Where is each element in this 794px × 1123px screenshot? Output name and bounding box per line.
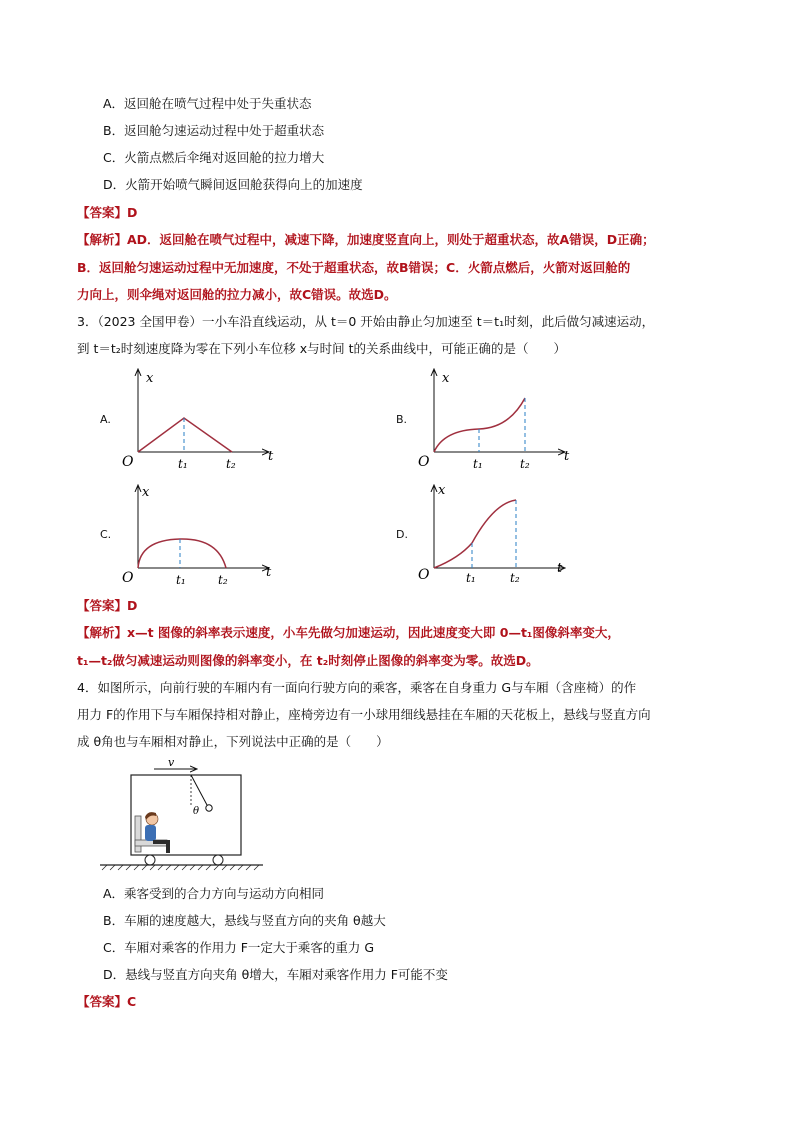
graph-c-label: C.: [100, 528, 112, 541]
graph-b-t1-label: t₁: [473, 457, 483, 471]
q3-stem-line-2: 到 t＝t₂时刻速度降为零在下列小车位移 x与时间 t的关系曲线中，可能正确的是（ ）: [77, 341, 567, 356]
q2-answer: 【答案】D: [77, 205, 138, 220]
q3-analysis-line-1: 【解析】x—t 图像的斜率表示速度，小车先做匀加速运动，因此速度变大即 0—t₁图像斜率变大，: [77, 625, 620, 640]
q4-option-c: C．车厢对乘客的作用力 F一定大于乘客的重力 G: [103, 940, 375, 955]
graph-c-origin: O: [122, 570, 134, 586]
graph-a-x-label: x: [146, 371, 154, 386]
q2-analysis-line-1: 【解析】AD．返回舱在喷气过程中，减速下降，加速度竖直向上，则处于超重状态，故A错误，D正确；: [77, 232, 655, 247]
graph-b-x-label: x: [442, 371, 450, 386]
graph-b-t-label: t: [564, 449, 570, 464]
q2-option-d: D．火箭开始喷气瞬间返回舱获得向上的加速度: [103, 177, 363, 192]
q4-answer: 【答案】C: [77, 994, 137, 1009]
q3-answer: 【答案】D: [77, 598, 138, 613]
graph-c-x-label: x: [142, 485, 150, 500]
velocity-label: v: [168, 756, 175, 769]
q4-option-b: B．车厢的速度越大，悬线与竖直方向的夹角 θ越大: [103, 913, 386, 928]
graph-c: [118, 478, 288, 593]
graph-c-t2-label: t₂: [218, 573, 228, 587]
graph-b-origin: O: [418, 454, 430, 470]
theta-label: θ: [193, 806, 200, 817]
q2-analysis-line-3: 力向上，则伞绳对返回舱的拉力减小，故C错误。故选D。: [77, 287, 397, 302]
q4-stem-line-2: 用力 F的作用下与车厢保持相对静止，座椅旁边有一小球用细线悬挂在车厢的天花板上，悬线与竖直方向: [77, 707, 651, 722]
graph-d-label: D.: [396, 528, 408, 541]
graph-a-t2-label: t₂: [226, 457, 236, 471]
graph-d-t2-label: t₂: [510, 571, 520, 585]
q4-option-d: D．悬线与竖直方向夹角 θ增大，车厢对乘客作用力 F可能不变: [103, 967, 448, 982]
q2-option-a: A．返回舱在喷气过程中处于失重状态: [103, 96, 312, 111]
graph-b-t2-label: t₂: [520, 457, 530, 471]
wheel-front: [213, 855, 223, 865]
graph-b-label: B.: [396, 413, 408, 426]
q2-analysis-line-2: B．返回舱匀速运动过程中无加速度，不处于超重状态，故B错误；C．火箭点燃后，火箭对返回舱的: [77, 260, 631, 275]
q4-option-a: A．乘客受到的合力方向与运动方向相同: [103, 886, 325, 901]
graph-a: [118, 362, 288, 477]
q2-option-c: C．火箭点燃后伞绳对返回舱的拉力增大: [103, 150, 325, 165]
graph-a-origin: O: [122, 454, 134, 470]
q4-stem-line-3: 成 θ角也与车厢相对静止，下列说法中正确的是（ ）: [77, 734, 389, 749]
graph-c-curve: [138, 539, 226, 568]
pendulum-string: [191, 775, 207, 805]
pendulum-ball: [206, 805, 212, 811]
graph-c-t1-label: t₁: [176, 573, 186, 587]
graph-a-label: A.: [100, 413, 111, 426]
ground-hatching: [102, 865, 259, 870]
graph-c-t-label: t: [266, 565, 272, 580]
q2-option-b: B．返回舱匀速运动过程中处于超重状态: [103, 123, 325, 138]
graph-a-curve: [138, 418, 232, 452]
passenger: [145, 812, 170, 853]
graph-d: [414, 478, 584, 593]
graph-a-t1-label: t₁: [178, 457, 188, 471]
q3-stem-line-1: 3．（2023 全国甲卷）一小车沿直线运动，从 t＝0 开始由静止匀加速至 t＝t₁时刻，此后做匀减速运动，: [77, 314, 655, 329]
q4-stem-line-1: 4．如图所示，向前行驶的车厢内有一面向行驶方向的乘客，乘客在自身重力 G与车厢（含座椅）的作: [77, 680, 637, 695]
graph-d-t1-label: t₁: [466, 571, 476, 585]
graph-d-curve: [434, 500, 516, 568]
q3-analysis-line-2: t₁—t₂做匀减速运动则图像的斜率变小，在 t₂时刻停止图像的斜率变为零。故选D。: [77, 653, 539, 668]
graph-d-origin: O: [418, 567, 430, 583]
graph-a-t-label: t: [268, 449, 274, 464]
graph-d-x-label: x: [438, 483, 446, 498]
q4-carriage-figure: [98, 756, 268, 871]
graph-b: [414, 362, 584, 477]
seat-back: [135, 816, 141, 852]
wheel-rear: [145, 855, 155, 865]
graph-d-t-label: t: [557, 561, 563, 576]
